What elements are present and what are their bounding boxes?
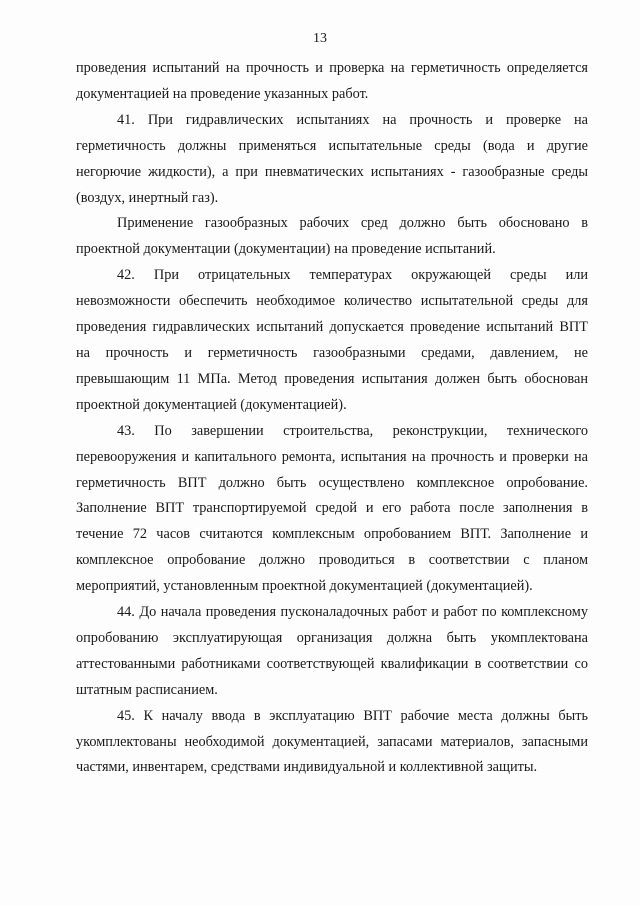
paragraph-42: 42. При отрицательных температурах окружающей среды или невозможности обеспечить необходимое количество испытательной среды для проведения гидравлических испытаний допускается проведение испытаний ВПТ на прочность и герметичность газообразными средами, давлением, не превышающим 11 МПа. Метод проведения испытания должен быть обоснован проектной документацией (документацией). — [76, 267, 588, 413]
paragraph-44: 44. До начала проведения пусконаладочных работ и работ по комплексному опробованию эксплуатирующая организация должна быть укомплектована аттестованными работниками соответствующей квалификации в соответствии со штатным расписанием. — [76, 604, 588, 698]
document-body — [76, 56, 588, 781]
paragraph-45: 45. К началу ввода в эксплуатацию ВПТ рабочие места должны быть укомплектованы необходимой документацией, запасами материалов, запасными частями, инвентарем, средствами индивидуальной и коллективной защиты. — [76, 707, 588, 776]
paragraph-continuation: проведения испытаний на прочность и проверка на герметичность определяется документацией на проведение указанных работ. — [76, 60, 588, 102]
paragraph-41: 41. При гидравлических испытаниях на прочность и проверке на герметичность должны применяться испытательные среды (вода и другие негорючие жидкости), а при пневматических испытаниях - газообразные среды (воздух, инертный газ). — [76, 111, 588, 206]
paragraph-43: 43. По завершении строительства, реконструкции, технического перевооружения и капитального ремонта, испытания на прочность и проверки на герметичность ВПТ должно быть осуществлено комплексное опробование. Заполнение ВПТ транспортируемой средой и его работа после заполнения в течение 72 часов считаются комплексным опробованием ВПТ. Заполнение и комплексное опробование должно проводиться в соответствии с планом мероприятий, установленным проектной документацией (документацией). — [76, 422, 588, 595]
paragraph-41-gas-media: Применение газообразных рабочих сред должно быть обосновано в проектной документации (документации) на проведение испытаний. — [76, 215, 588, 258]
page-number: 13 — [313, 31, 327, 46]
